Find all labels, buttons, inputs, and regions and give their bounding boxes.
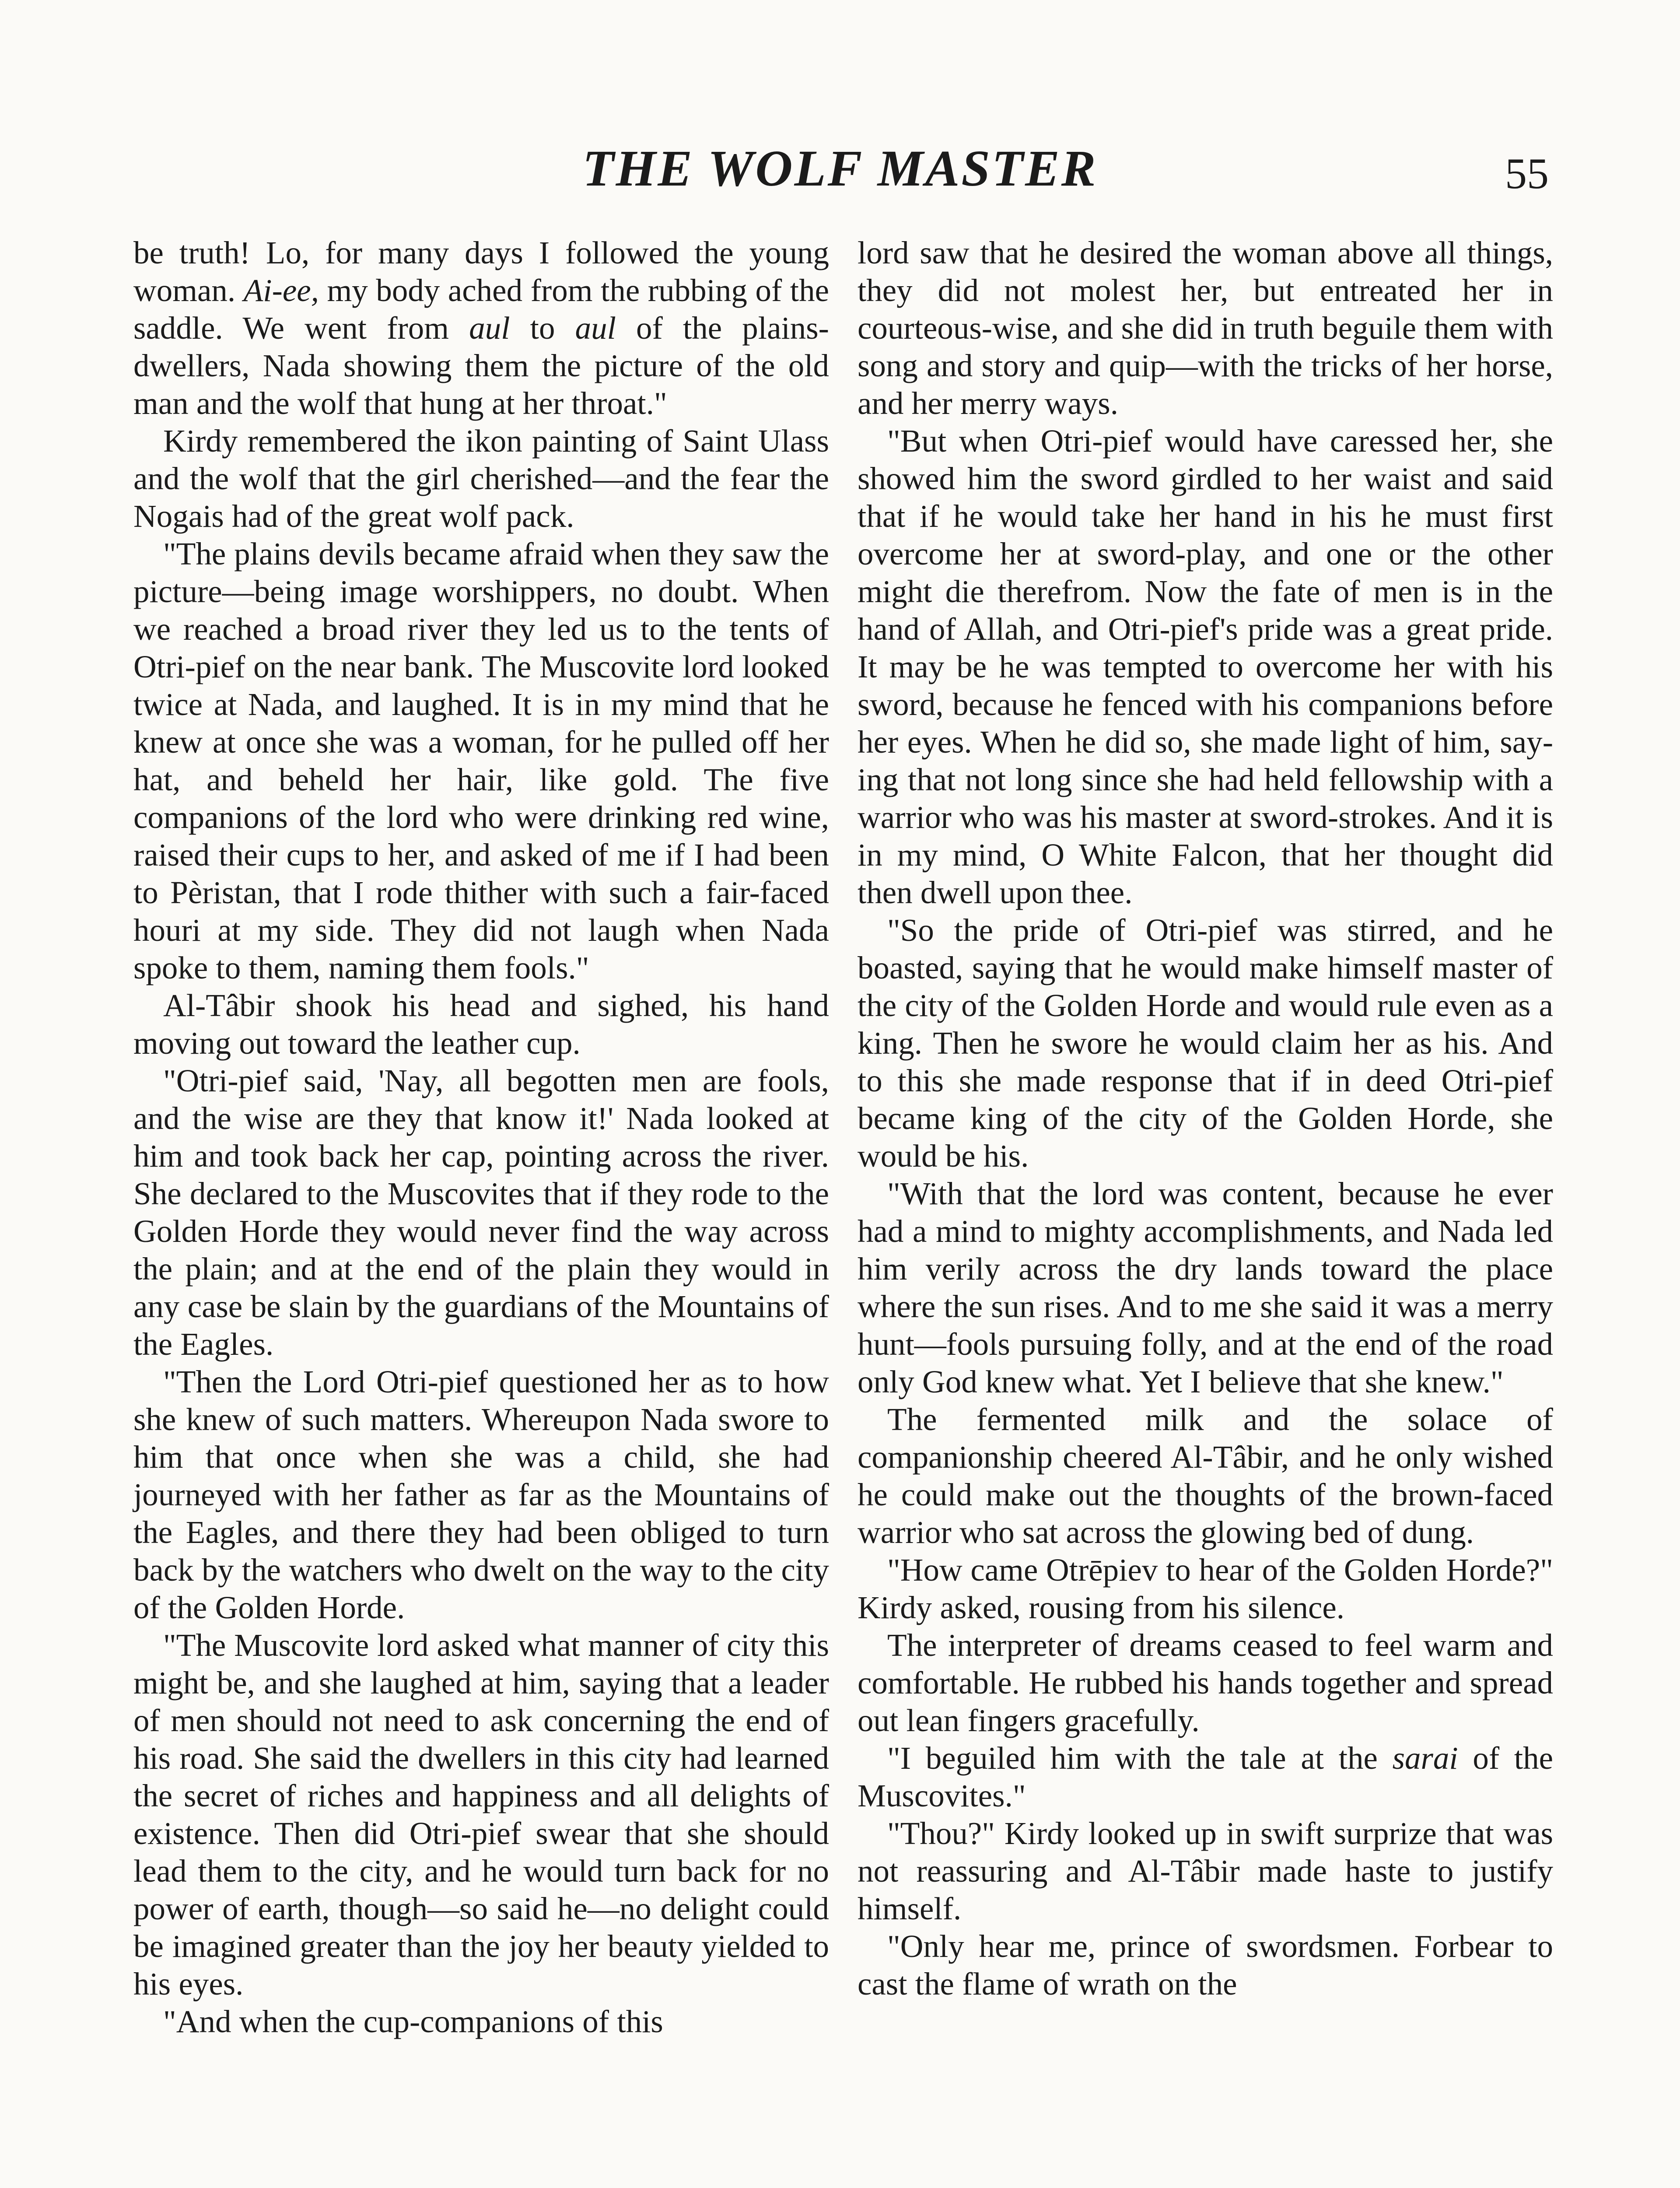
paragraph: "How came Otrēpiev to hear of the Golden Horde?" Kirdy asked, rousing from his silence.	[858, 1552, 1553, 1625]
paragraph: The interpreter of dreams ceased to feel warm and comfortable. He rubbed his hands together and spread out lean fingers gracefully.	[858, 1627, 1553, 1738]
paragraph: "The plains devils became afraid when they saw the picture—being image worshippers, no doubt. When we reached a broad river they led us to the tents of Otri-pief on the near bank. The Muscovite lord looked twice at Nada, and laughed. It is in my mind that he knew at once she was a woman, for he pulled off her hat, and beheld her hair, like gold. The five companions of the lord who were drinking red wine, raised their cups to her, and asked of me if I had been to Pèristan, that I rode thither with such a fair-faced houri at my side. They did not laugh when Nada spoke to them, naming them fools."	[133, 536, 829, 985]
page-number: 55	[1505, 149, 1549, 198]
paragraph: "Only hear me, prince of swordsmen. Forbear to cast the flame of wrath on the	[858, 1929, 1553, 2002]
paragraph: Al-Tâbir shook his head and sighed, his hand moving out toward the leather cup.	[133, 988, 829, 1061]
paragraph: "Otri-pief said, 'Nay, all begotten men are fools, and the wise are they that know it!' Nada looked at him and took back her cap, pointing across the river. She declared to the Muscovites that if they rode to the Golden Horde they would never find the way across the plain; and at the end of the plain they would in any case be slain by the guardians of the Mountains of the Eagles.	[133, 1063, 829, 1362]
paragraph: The fermented milk and the solace of companionship cheered Al-Tâbir, and he only wished he could make out the thoughts of the brown-faced warrior who sat across the glowing bed of dung.	[858, 1402, 1553, 1550]
paragraph: lord saw that he desired the woman above all things, they did not molest her, but entreated her in courteous-wise, and she did in truth beguile them with song and story and quip—with the tricks of her horse, and her merry ways.	[858, 235, 1553, 421]
running-title: THE WOLF MASTER	[582, 140, 1098, 197]
right-column	[858, 234, 1553, 2003]
paragraph: "Thou?" Kirdy looked up in swift surprize that was not reassuring and Al-Tâbir made haste to justify himself.	[858, 1816, 1553, 1926]
paragraph: "Then the Lord Otri-pief questioned her as to how she knew of such matters. Whereupon Nada swore to him that once when she was a child, she had journeyed with her father as far as the Mountains of the Eagles, and there they had been obliged to turn back by the watchers who dwelt on the way to the city of the Golden Horde.	[133, 1364, 829, 1625]
left-column	[133, 234, 829, 2041]
paragraph: "And when the cup-companions of this	[163, 2004, 663, 2039]
paragraph: be truth! Lo, for many days I followed the young woman. Ai-ee, my body ached from the rubbing of the saddle. We went from aul to aul of the plains-dwellers, Nada showing them the picture of the old man and the wolf that hung at her throat."	[133, 235, 829, 421]
paragraph: "So the pride of Otri-pief was stirred, and he boasted, saying that he would make himself master of the city of the Golden Horde and would rule even as a king. Then he swore he would claim her as his. And to this she made response that if in deed Otri-pief became king of the city of the Golden Horde, she would be his.	[858, 912, 1553, 1174]
paragraph: "But when Otri-pief would have caressed her, she showed him the sword girdled to her waist and said that if he would take her hand in his he must first overcome her at sword-play, and one or the other might die therefrom. Now the fate of men is in the hand of Allah, and Otri-pief's pride was a great pride. It may be he was tempted to overcome her with his sword, because he fenced with his companions before her eyes. When he did so, she made light of him, saying that not long since she had held fellowship with a warrior who was his master at sword-strokes. And it is in my mind, O White Falcon, that her thought did then dwell upon thee.	[858, 423, 1553, 910]
paragraph: "I beguiled him with the tale at the sarai of the Muscovites."	[858, 1740, 1553, 1813]
paragraph: "With that the lord was content, because he ever had a mind to mighty accomplishments, and Nada led him verily across the dry lands toward the place where the sun rises. And to me she said it was a merry hunt—fools pursuing folly, and at the end of the road only God knew what. Yet I believe that she knew."	[858, 1176, 1553, 1399]
page-header	[131, 131, 1549, 206]
paragraph: Kirdy remembered the ikon painting of Saint Ulass and the wolf that the girl cherished—and the fear the Nogais had of the great wolf pack.	[133, 423, 829, 534]
paragraph: "The Muscovite lord asked what manner of city this might be, and she laughed at him, saying that a leader of men should not need to ask concerning the end of his road. She said the dwellers in this city had learned the secret of riches and happiness and all delights of existence. Then did Otri-pief swear that she should lead them to the city, and he would turn back for no power of earth, though—so said he—no delight could be imagined greater than the joy her beauty yielded to his eyes.	[133, 1627, 829, 2002]
